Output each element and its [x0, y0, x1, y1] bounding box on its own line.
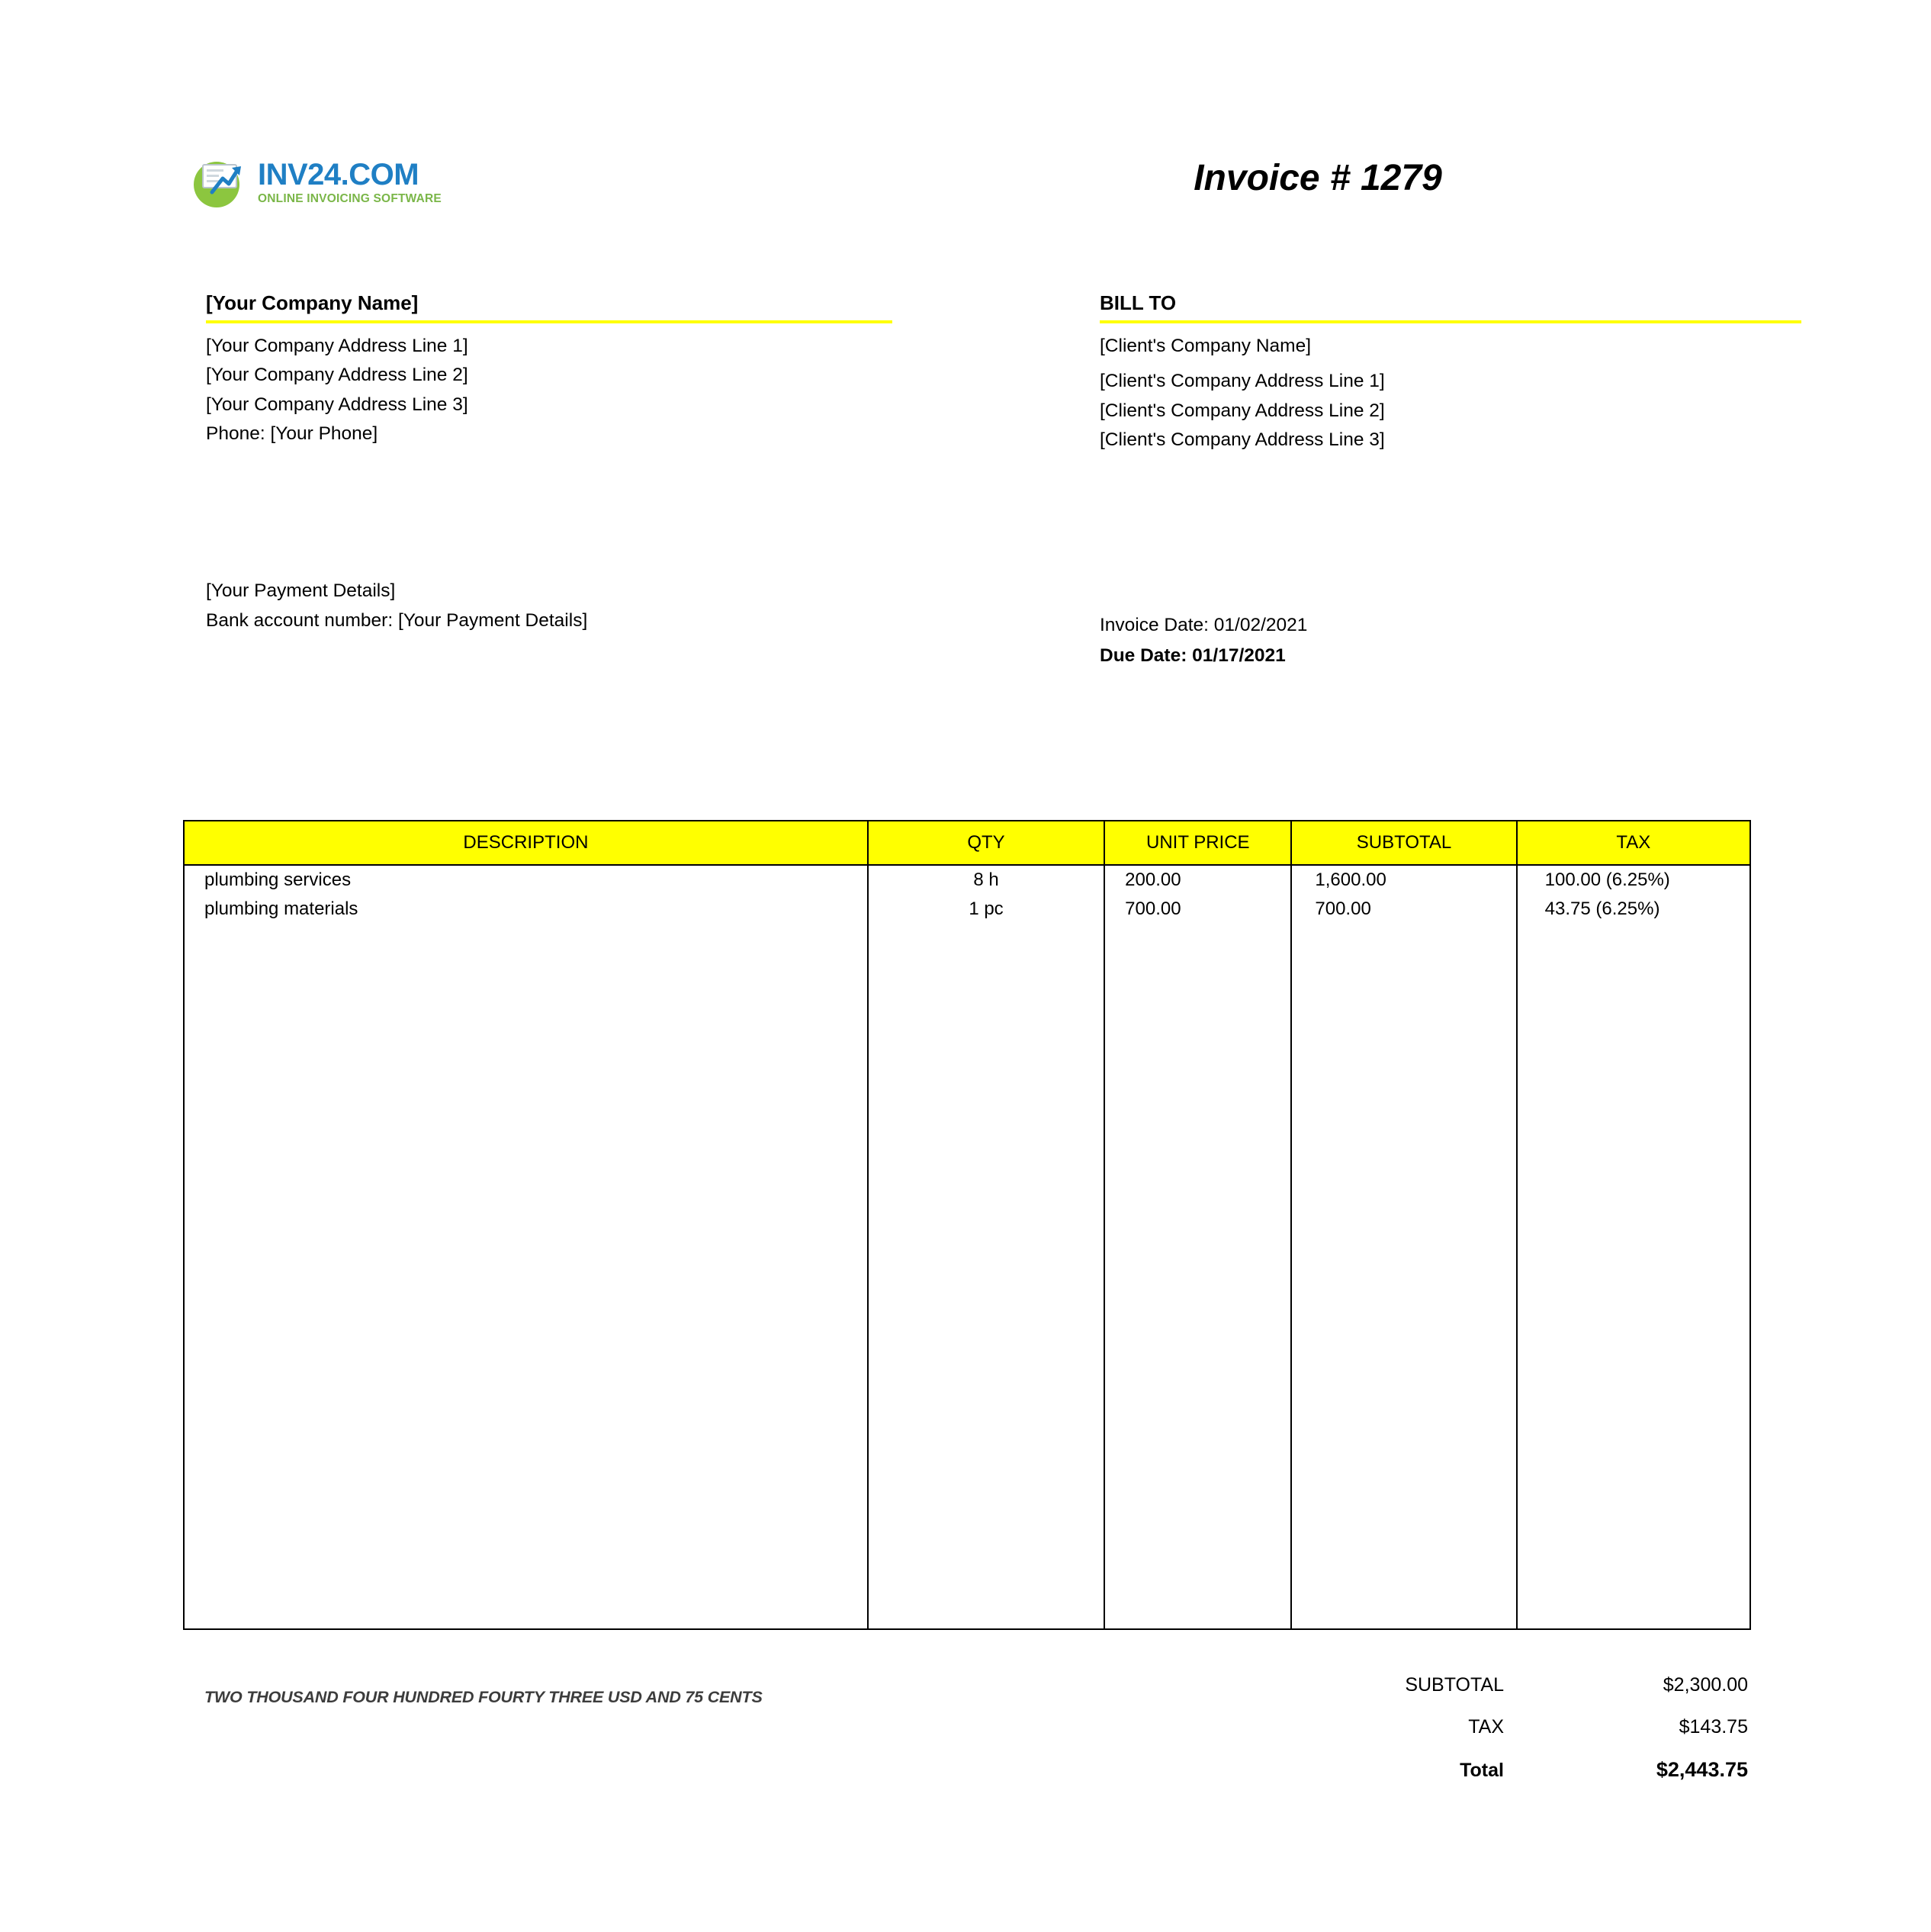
client-name: [Client's Company Name]	[1100, 336, 1312, 356]
payment-details-block	[206, 576, 587, 635]
company-address	[206, 332, 892, 449]
bill-to-title: BILL TO	[1100, 291, 1177, 314]
brand-name: INV24.COM	[258, 158, 419, 192]
tax-label: TAX	[1468, 1716, 1504, 1738]
subtotal-value: $2,300.00	[1663, 1674, 1748, 1696]
bill-to-address	[1100, 332, 1801, 455]
payment-details-line-2: Bank account number: [Your Payment Details]	[206, 610, 588, 632]
column-header-qty: QTY	[868, 821, 1104, 865]
brand-logo-text	[258, 159, 442, 205]
subtotal-cells	[1291, 865, 1516, 1628]
table-row: plumbing materials	[204, 898, 358, 920]
tax-value: $143.75	[1679, 1716, 1748, 1738]
table-body	[185, 865, 1749, 1628]
total-row	[1245, 1758, 1748, 1782]
total-label: Total	[1460, 1760, 1504, 1781]
payment-details-line-1: [Your Payment Details]	[206, 580, 396, 601]
amount-in-words: TWO THOUSAND FOUR HUNDRED FOURTY THREE USD AND 75 CENTS	[204, 1688, 763, 1706]
line-items-table	[183, 820, 1751, 1630]
column-header-tax: TAX	[1517, 821, 1749, 865]
invoice-number: Invoice # 1279	[1194, 158, 1442, 198]
subtotal-label: SUBTOTAL	[1405, 1674, 1504, 1696]
tax-row	[1245, 1716, 1748, 1738]
client-address-line-3: [Client's Company Address Line 3]	[1100, 429, 1385, 451]
due-date: Due Date: 01/17/2021	[1100, 645, 1286, 666]
table-row: 8 h	[973, 870, 999, 890]
column-header-unit-price: UNIT PRICE	[1104, 821, 1291, 865]
table-row: plumbing services	[204, 870, 352, 890]
company-address-line-2: [Your Company Address Line 2]	[206, 365, 468, 386]
company-address-line-3: [Your Company Address Line 3]	[206, 394, 468, 415]
client-address-line-1: [Client's Company Address Line 1]	[1100, 371, 1385, 392]
table-row: 100.00 (6.25%)	[1544, 870, 1670, 890]
column-header-subtotal: SUBTOTAL	[1291, 821, 1516, 865]
description-cells	[185, 865, 868, 1628]
company-name: [Your Company Name]	[206, 291, 419, 314]
bill-to-block	[1100, 291, 1801, 455]
company-underline	[206, 320, 892, 323]
qty-cells	[868, 865, 1104, 1628]
tax-cells	[1517, 865, 1749, 1628]
invoice-date: Invoice Date: 01/02/2021	[1100, 615, 1308, 635]
brand-logo	[189, 153, 442, 212]
table-header-row	[185, 821, 1749, 865]
table-row: 700.00	[1125, 898, 1181, 920]
brand-tagline: ONLINE INVOICING SOFTWARE	[258, 192, 442, 206]
table-row: 700.00	[1315, 898, 1371, 920]
table-row: 43.75 (6.25%)	[1544, 898, 1660, 920]
inv24-logo-icon	[189, 153, 249, 212]
company-phone: Phone: [Your Phone]	[206, 423, 378, 445]
table-row: 200.00	[1125, 870, 1181, 890]
invoice-header	[189, 153, 1742, 236]
bill-to-underline	[1100, 320, 1801, 323]
subtotal-row	[1245, 1674, 1748, 1696]
column-header-description: DESCRIPTION	[185, 821, 868, 865]
unit-price-cells	[1104, 865, 1291, 1628]
totals-block	[1245, 1674, 1748, 1782]
company-address-line-1: [Your Company Address Line 1]	[206, 336, 468, 356]
company-block	[206, 291, 892, 449]
table-row: 1,600.00	[1315, 870, 1386, 890]
dates-block	[1100, 610, 1307, 670]
total-value: $2,443.75	[1656, 1758, 1748, 1781]
table-row: 1 pc	[969, 898, 1004, 920]
client-address-line-2: [Client's Company Address Line 2]	[1100, 400, 1385, 421]
